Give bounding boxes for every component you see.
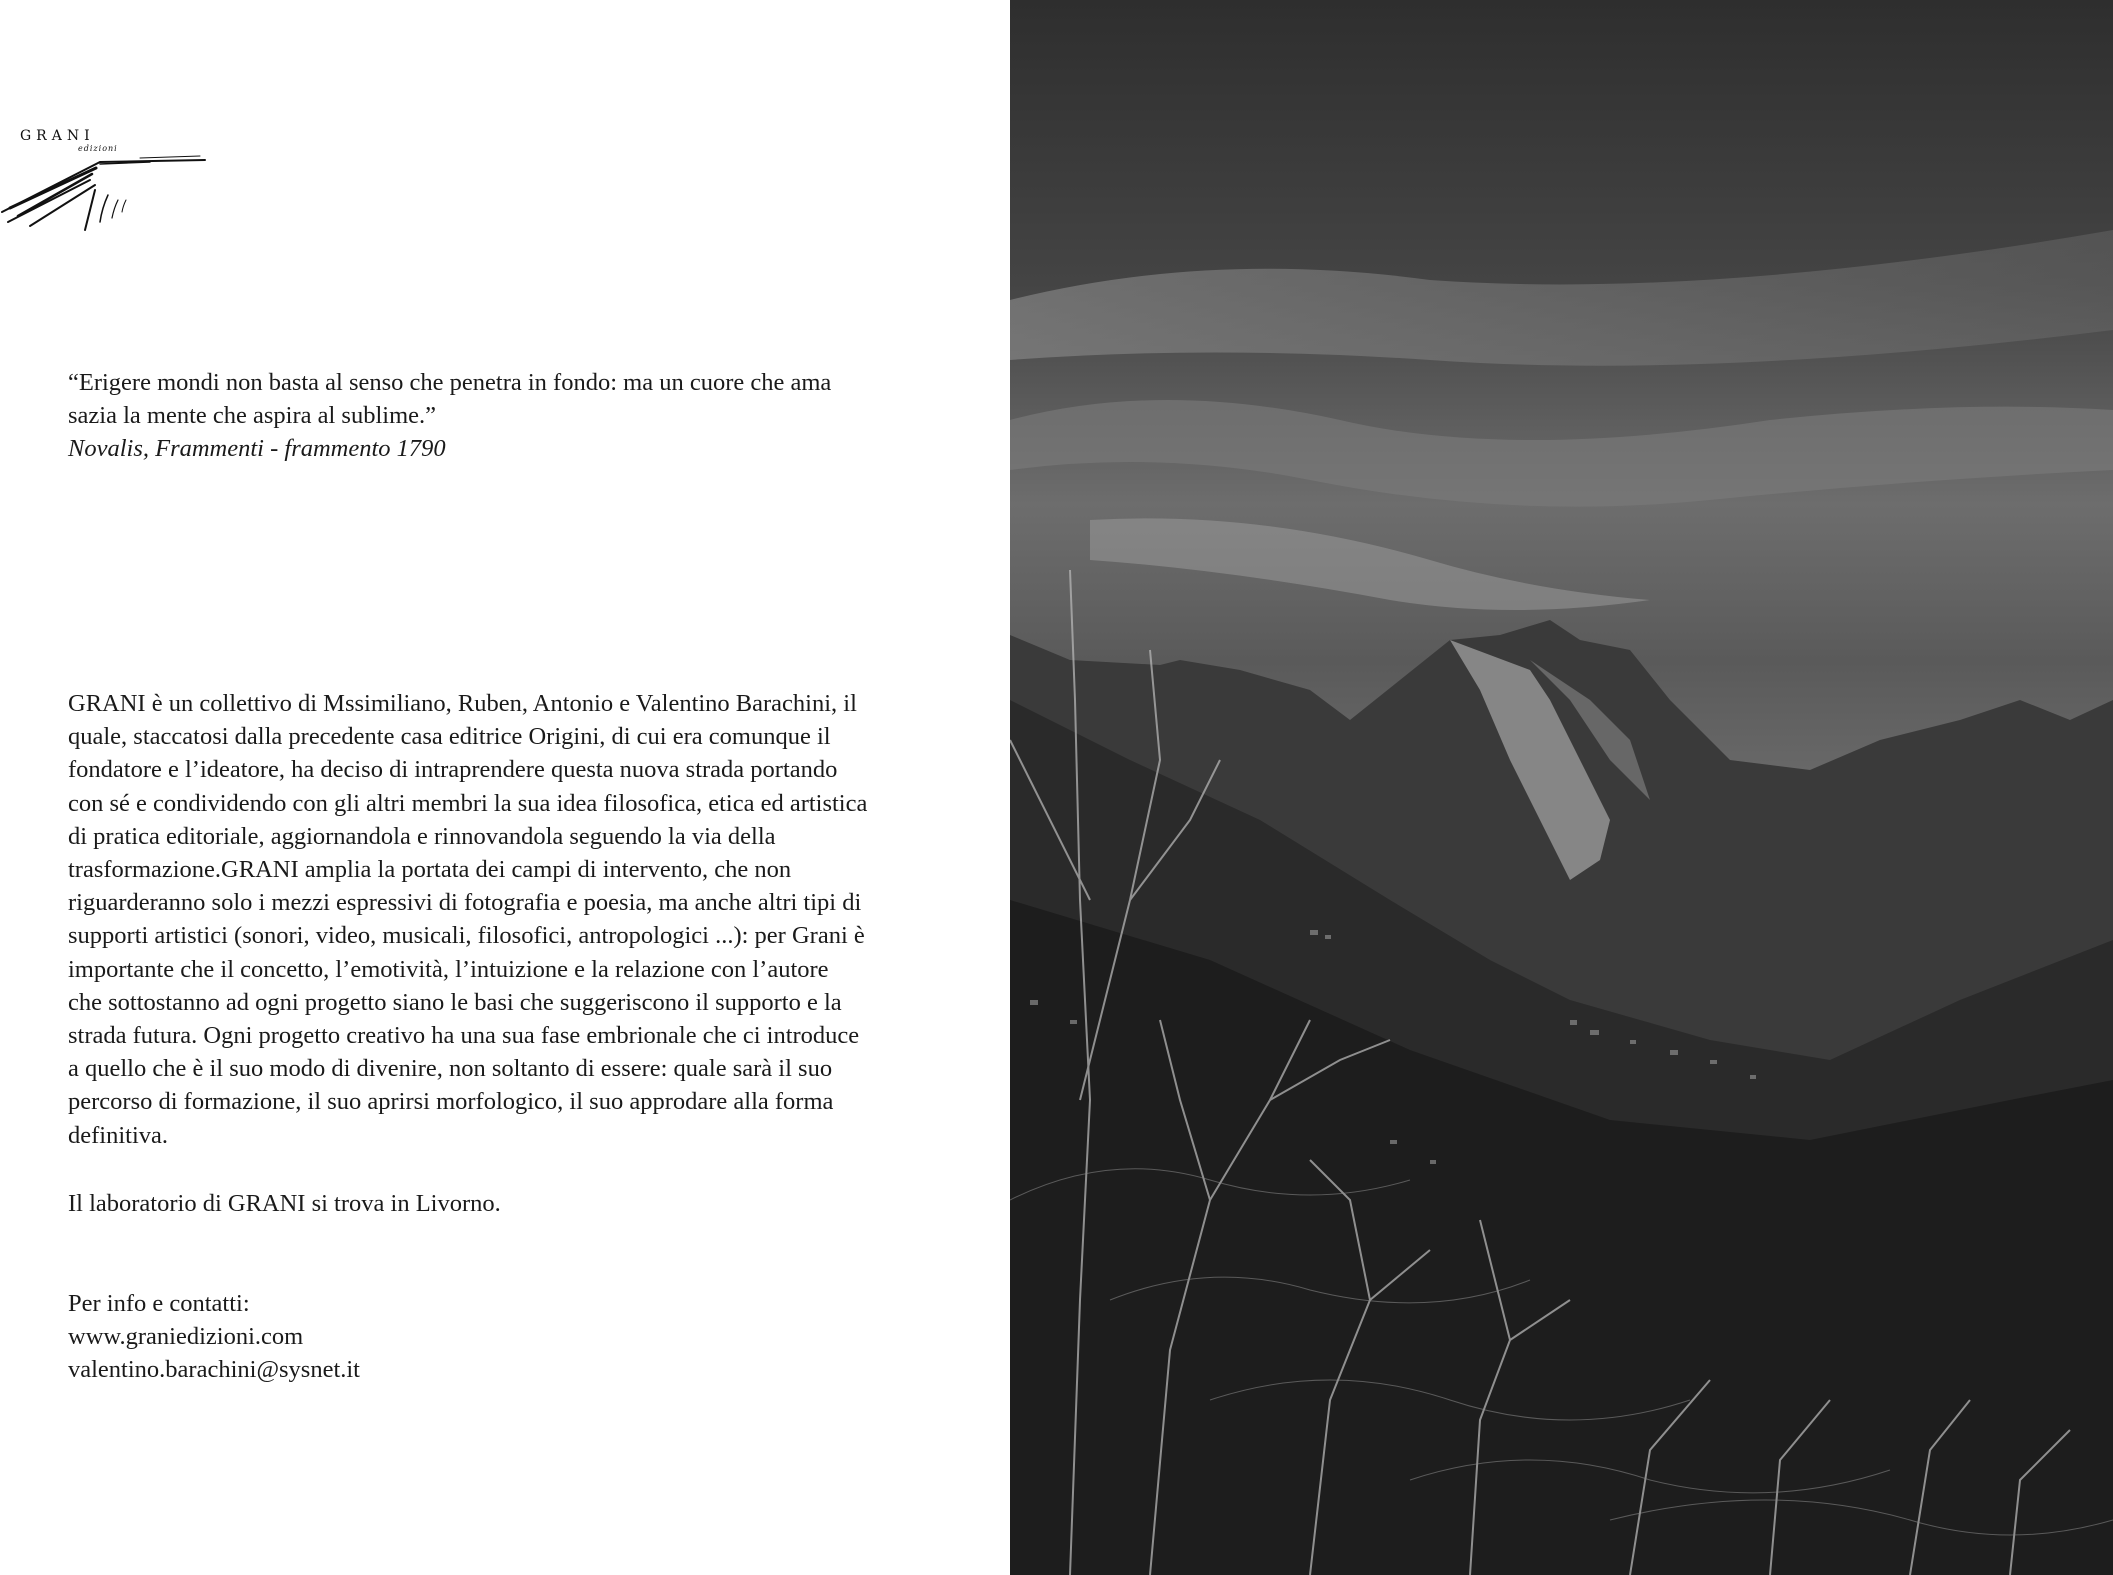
quote-attribution: Novalis, Frammenti - frammento 1790	[68, 435, 446, 462]
logo-brushstroke-icon	[0, 150, 210, 240]
left-page	[0, 0, 1010, 1575]
website-link[interactable]: www.graniedizioni.com	[68, 1323, 304, 1350]
contacts-heading: Per info e contatti:	[68, 1290, 250, 1317]
quote-text: “Erigere mondi non basta al senso che penetra in fondo: ma un cuore che ama sazia la mente che aspira al sublime.”	[68, 369, 832, 429]
contacts-block	[68, 1287, 868, 1386]
grani-logo	[0, 128, 210, 238]
mountain-photograph	[1010, 0, 2113, 1575]
logo-subtitle: edizioni	[78, 144, 118, 153]
about-paragraph: GRANI è un collettivo di Mssimiliano, Ruben, Antonio e Valentino Barachini, il quale, staccatosi dalla precedente casa editrice Origini, di cui era comunque il fondatore e l’ideatore, ha deciso di intraprendere questa nuova strada portando con sé e condividendo con gli altri membri la sua idea filosofica, etica ed artistica di pratica editoriale, aggiornandola e rinnovandola seguendo la via della trasformazione.GRANI amplia la portata dei campi di intervento, che non riguarderanno solo i mezzi espressivi di fotografia e poesia, ma anche altri tipi di supporti artistici (sonori, video, musicali, filosofici, antropologici ...): per Grani è importante che il concetto, l’emotività, l’intuizione e la relazione con l’autore che sottostanno ad ogni progetto siano le basi che suggeriscono il supporto e la strada futura. Ogni progetto creativo ha una sua fase embrionale che ci introduce a quello che è il suo modo di divenire, non soltanto di essere: quale sarà il suo percorso di formazione, il suo aprirsi morfologico, il suo approdare alla forma definitiva.	[68, 690, 868, 1149]
location-text: Il laboratorio di GRANI si trova in Livorno.	[68, 1190, 501, 1217]
logo-brand: GRANI	[20, 128, 95, 144]
mountain-landscape-image	[1010, 0, 2113, 1575]
about-text	[68, 687, 868, 1152]
email-link[interactable]: valentino.barachini@sysnet.it	[68, 1356, 360, 1383]
epigraph-quote	[68, 366, 868, 465]
